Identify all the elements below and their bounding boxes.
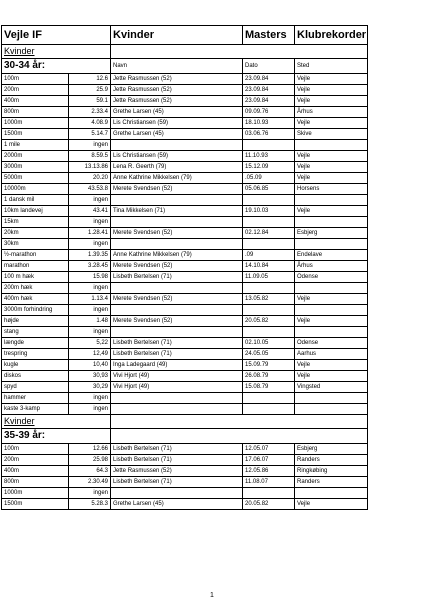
event-cell: 1000m [2, 118, 69, 129]
place-cell: Odense [295, 272, 368, 283]
result-cell: ingen [69, 393, 111, 404]
age-group-label: 30-34 år: [2, 59, 111, 74]
athlete-cell: Lis Christiansen (59) [111, 118, 243, 129]
date-cell: 18.10.93 [243, 118, 295, 129]
place-cell: Vejle [295, 173, 368, 184]
gender-title: Kvinder [111, 26, 243, 45]
record-row [2, 466, 368, 477]
place-cell [295, 393, 368, 404]
date-cell: 24.05.05 [243, 349, 295, 360]
date-cell: 13.05.82 [243, 294, 295, 305]
place-column-label: Sted [295, 59, 368, 74]
result-cell: 1.28.41 [69, 228, 111, 239]
event-cell: 100m [2, 444, 69, 455]
section-title: Kvinder [2, 45, 111, 59]
record-row [2, 360, 368, 371]
event-cell: 2000m [2, 151, 69, 162]
event-cell: stang [2, 327, 69, 338]
place-cell: Århus [295, 261, 368, 272]
record-row [2, 444, 368, 455]
event-cell: 3000m forhindring [2, 305, 69, 316]
date-cell [243, 283, 295, 294]
place-cell: Vejle [295, 74, 368, 85]
date-column-label: Dato [243, 59, 295, 74]
event-cell: 1000m [2, 488, 69, 499]
date-cell [243, 327, 295, 338]
athlete-cell [111, 488, 243, 499]
event-cell: 400m [2, 96, 69, 107]
athlete-cell: Anne Kathrine Mikkelsen (79) [111, 250, 243, 261]
event-cell: 20km [2, 228, 69, 239]
event-cell: højde [2, 316, 69, 327]
record-row [2, 393, 368, 404]
athlete-cell: Grethe Larsen (45) [111, 129, 243, 140]
result-cell: 15.98 [69, 272, 111, 283]
place-cell: Randers [295, 455, 368, 466]
record-row [2, 74, 368, 85]
section-title: Kvinder [2, 415, 111, 429]
place-cell: Vejle [295, 162, 368, 173]
athlete-cell: Merete Svendsen (52) [111, 228, 243, 239]
records-title: Klubrekorder [295, 26, 368, 45]
date-cell: 11.10.93 [243, 151, 295, 162]
event-cell: 1500m [2, 129, 69, 140]
athlete-cell: Grethe Larsen (45) [111, 107, 243, 118]
event-cell: diskos [2, 371, 69, 382]
result-cell: 1.13.4 [69, 294, 111, 305]
record-row [2, 404, 368, 415]
place-cell: Skive [295, 129, 368, 140]
page-number: 1 [210, 592, 214, 599]
result-cell: 43.53.8 [69, 184, 111, 195]
result-cell: 4.08.9 [69, 118, 111, 129]
athlete-cell [111, 327, 243, 338]
result-cell: ingen [69, 327, 111, 338]
result-cell: 5.28.3 [69, 499, 111, 510]
record-row [2, 316, 368, 327]
event-cell: kaste 3-kamp [2, 404, 69, 415]
athlete-cell: Lisbeth Bertelsen (71) [111, 477, 243, 488]
record-row [2, 455, 368, 466]
place-cell: Vejle [295, 85, 368, 96]
date-cell: 23.09.84 [243, 85, 295, 96]
record-row [2, 261, 368, 272]
athlete-cell [111, 195, 243, 206]
section-title-row [2, 45, 368, 59]
athlete-cell: Lisbeth Bertelsen (71) [111, 349, 243, 360]
record-row [2, 349, 368, 360]
empty-cell [111, 415, 368, 429]
event-cell: 10000m [2, 184, 69, 195]
event-cell: 1 dansk mil [2, 195, 69, 206]
date-cell: 14.10.84 [243, 261, 295, 272]
date-cell: 02.10.05 [243, 338, 295, 349]
place-cell: Vejle [295, 316, 368, 327]
place-cell [295, 239, 368, 250]
date-cell: 05.06.85 [243, 184, 295, 195]
record-row [2, 85, 368, 96]
event-cell: 400m hæk [2, 294, 69, 305]
event-cell: 5000m [2, 173, 69, 184]
date-cell [243, 393, 295, 404]
athlete-cell: Jette Rasmussen (52) [111, 85, 243, 96]
date-cell: 15.09.79 [243, 360, 295, 371]
empty-cell [111, 429, 368, 444]
result-cell: 30,29 [69, 382, 111, 393]
result-cell: ingen [69, 305, 111, 316]
athlete-cell: Lis Christiansen (59) [111, 151, 243, 162]
date-cell: 15.08.79 [243, 382, 295, 393]
records-sheet [1, 25, 367, 510]
place-cell: Endelave [295, 250, 368, 261]
athlete-cell [111, 393, 243, 404]
record-row [2, 499, 368, 510]
header-row [2, 26, 368, 45]
record-row [2, 239, 368, 250]
date-cell: 17.06.07 [243, 455, 295, 466]
record-row [2, 272, 368, 283]
date-cell: 09.09.76 [243, 107, 295, 118]
place-cell: Odense [295, 338, 368, 349]
place-cell: Vejle [295, 371, 368, 382]
record-row [2, 488, 368, 499]
event-cell: 1500m [2, 499, 69, 510]
place-cell [295, 305, 368, 316]
place-cell: Vejle [295, 360, 368, 371]
event-cell: 400m [2, 466, 69, 477]
athlete-cell: Merete Svendsen (52) [111, 261, 243, 272]
empty-cell [111, 45, 368, 59]
result-cell: 12.66 [69, 444, 111, 455]
record-row [2, 107, 368, 118]
athlete-cell: Jette Rasmussen (52) [111, 466, 243, 477]
place-cell [295, 327, 368, 338]
record-row [2, 371, 368, 382]
records-table-body [2, 26, 368, 510]
date-cell: 23.09.84 [243, 74, 295, 85]
result-cell: 1.39.35 [69, 250, 111, 261]
result-cell: 30,93 [69, 371, 111, 382]
event-cell: 100 m hæk [2, 272, 69, 283]
result-cell: 12.6 [69, 74, 111, 85]
place-cell [295, 140, 368, 151]
record-row [2, 151, 368, 162]
athlete-cell [111, 239, 243, 250]
result-cell: 3.28.45 [69, 261, 111, 272]
athlete-cell: Grethe Larsen (45) [111, 499, 243, 510]
place-cell: Randers [295, 477, 368, 488]
result-cell: ingen [69, 239, 111, 250]
date-cell: 11.08.07 [243, 477, 295, 488]
record-row [2, 96, 368, 107]
event-cell: 30km [2, 239, 69, 250]
athlete-cell: Lisbeth Bertelsen (71) [111, 444, 243, 455]
result-cell: 2.33.4 [69, 107, 111, 118]
event-cell: længde [2, 338, 69, 349]
name-column-label: Navn [111, 59, 243, 74]
record-row [2, 118, 368, 129]
club-title: Vejle IF [2, 26, 111, 45]
event-cell: marathon [2, 261, 69, 272]
place-cell [295, 217, 368, 228]
athlete-cell [111, 217, 243, 228]
event-cell: ½-marathon [2, 250, 69, 261]
date-cell: .05.09 [243, 173, 295, 184]
group-row [2, 429, 368, 444]
date-cell [243, 217, 295, 228]
result-cell: 25.9 [69, 85, 111, 96]
athlete-cell: Vivi Hjort (49) [111, 371, 243, 382]
place-cell: Vejle [295, 118, 368, 129]
event-cell: spyd [2, 382, 69, 393]
place-cell: Esbjerg [295, 444, 368, 455]
section-title-row [2, 415, 368, 429]
event-cell: 200m [2, 455, 69, 466]
athlete-cell [111, 140, 243, 151]
result-cell: 20.20 [69, 173, 111, 184]
record-row [2, 477, 368, 488]
place-cell [295, 283, 368, 294]
athlete-cell: Lisbeth Bertelsen (71) [111, 338, 243, 349]
result-cell: 2.30.49 [69, 477, 111, 488]
event-cell: 1 mile [2, 140, 69, 151]
result-cell: ingen [69, 217, 111, 228]
result-cell: 5,22 [69, 338, 111, 349]
event-cell: 800m [2, 477, 69, 488]
result-cell: ingen [69, 140, 111, 151]
athlete-cell [111, 283, 243, 294]
result-cell: ingen [69, 488, 111, 499]
date-cell [243, 195, 295, 206]
record-row [2, 162, 368, 173]
record-row [2, 283, 368, 294]
place-cell [295, 488, 368, 499]
record-row [2, 228, 368, 239]
athlete-cell: Inga Ladegaard (49) [111, 360, 243, 371]
record-row [2, 195, 368, 206]
athlete-cell [111, 305, 243, 316]
place-cell: Vejle [295, 294, 368, 305]
athlete-cell: Lisbeth Bertelsen (71) [111, 272, 243, 283]
date-cell: 02.12.84 [243, 228, 295, 239]
athlete-cell [111, 404, 243, 415]
place-cell: Vejle [295, 96, 368, 107]
place-cell: Vingsted [295, 382, 368, 393]
record-row [2, 173, 368, 184]
result-cell: ingen [69, 195, 111, 206]
date-cell [243, 239, 295, 250]
date-cell: 12.05.86 [243, 466, 295, 477]
athlete-cell: Lena R. Geerth (79) [111, 162, 243, 173]
place-cell: Århus [295, 107, 368, 118]
masters-title: Masters [243, 26, 295, 45]
result-cell: ingen [69, 283, 111, 294]
place-cell [295, 404, 368, 415]
record-row [2, 250, 368, 261]
place-cell: Aarhus [295, 349, 368, 360]
group-row [2, 59, 368, 74]
records-table [1, 25, 368, 510]
athlete-cell: Merete Svendsen (52) [111, 184, 243, 195]
age-group-label: 35-39 år: [2, 429, 111, 444]
date-cell [243, 140, 295, 151]
event-cell: trespring [2, 349, 69, 360]
record-row [2, 206, 368, 217]
athlete-cell: Anne Kathrine Mikkelsen (79) [111, 173, 243, 184]
result-cell: ingen [69, 404, 111, 415]
result-cell: 59.1 [69, 96, 111, 107]
record-row [2, 382, 368, 393]
result-cell: 8.59.5 [69, 151, 111, 162]
event-cell: kugle [2, 360, 69, 371]
event-cell: 3000m [2, 162, 69, 173]
event-cell: 15km [2, 217, 69, 228]
athlete-cell: Merete Svendsen (52) [111, 294, 243, 305]
event-cell: 200m [2, 85, 69, 96]
athlete-cell: Vivi Hjort (49) [111, 382, 243, 393]
place-cell: Esbjerg [295, 228, 368, 239]
record-row [2, 294, 368, 305]
result-cell: 25.98 [69, 455, 111, 466]
date-cell: 20.05.82 [243, 499, 295, 510]
date-cell: 03.06.76 [243, 129, 295, 140]
record-row [2, 129, 368, 140]
place-cell: Vejle [295, 151, 368, 162]
date-cell: 20.05.82 [243, 316, 295, 327]
event-cell: 200m hæk [2, 283, 69, 294]
record-row [2, 184, 368, 195]
place-cell: Ringkøbing [295, 466, 368, 477]
result-cell: 12,49 [69, 349, 111, 360]
event-cell: 800m [2, 107, 69, 118]
result-cell: 64.3 [69, 466, 111, 477]
athlete-cell: Tina Mikkelsen (71) [111, 206, 243, 217]
date-cell [243, 305, 295, 316]
date-cell: .09 [243, 250, 295, 261]
date-cell: 11.09.05 [243, 272, 295, 283]
place-cell: Vejle [295, 499, 368, 510]
date-cell: 12.05.07 [243, 444, 295, 455]
record-row [2, 140, 368, 151]
result-cell: 43.41 [69, 206, 111, 217]
athlete-cell: Jette Rasmussen (52) [111, 96, 243, 107]
event-cell: 100m [2, 74, 69, 85]
athlete-cell: Lisbeth Bertelsen (71) [111, 455, 243, 466]
date-cell: 26.08.79 [243, 371, 295, 382]
date-cell [243, 488, 295, 499]
date-cell: 19.10.03 [243, 206, 295, 217]
record-row [2, 338, 368, 349]
athlete-cell: Merete Svendsen (52) [111, 316, 243, 327]
date-cell: 23.09.84 [243, 96, 295, 107]
result-cell: 1.48 [69, 316, 111, 327]
result-cell: 10,40 [69, 360, 111, 371]
date-cell: 15.12.09 [243, 162, 295, 173]
date-cell [243, 404, 295, 415]
record-row [2, 305, 368, 316]
event-cell: hammer [2, 393, 69, 404]
athlete-cell: Jette Rasmussen (52) [111, 74, 243, 85]
result-cell: 13.13.86 [69, 162, 111, 173]
record-row [2, 217, 368, 228]
place-cell: Vejle [295, 206, 368, 217]
place-cell: Horsens [295, 184, 368, 195]
result-cell: 5.14.7 [69, 129, 111, 140]
event-cell: 10km landevej [2, 206, 69, 217]
record-row [2, 327, 368, 338]
place-cell [295, 195, 368, 206]
